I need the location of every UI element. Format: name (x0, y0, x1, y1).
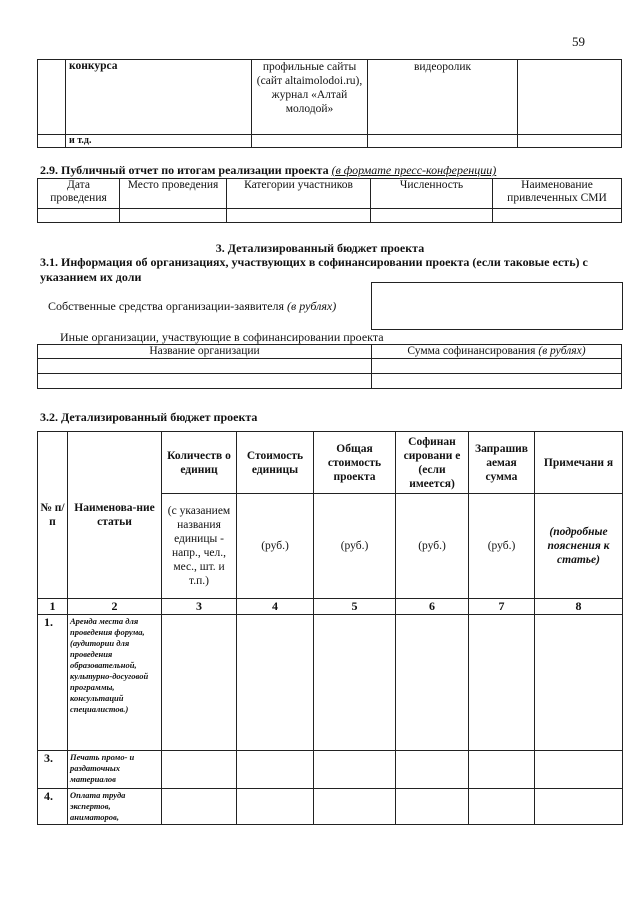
page-number: 59 (572, 34, 585, 49)
column-header-num: № п/п (38, 432, 68, 599)
budget-table (37, 431, 623, 825)
table-header-row (38, 432, 623, 494)
table-row (38, 751, 623, 789)
table-cell (162, 789, 237, 825)
table-cell (227, 209, 371, 223)
subheader-cofin: (руб.) (396, 494, 469, 599)
column-header: Наименование привлеченных СМИ (493, 179, 622, 209)
column-number: 6 (396, 599, 469, 615)
column-header-total: Общая стоимость проекта (314, 432, 396, 494)
table-cell (396, 615, 469, 751)
table-cell (368, 135, 518, 148)
subheader-notes: (подробные пояснения к статье) (535, 494, 623, 599)
subheader-total: (руб.) (314, 494, 396, 599)
table-row (38, 209, 622, 223)
column-header-item: Наименова-ние статьи (68, 432, 162, 599)
table-cell (469, 789, 535, 825)
sum-header-text: Сумма софинансирования (407, 345, 536, 357)
table-cell (518, 60, 622, 135)
column-header-cofin: Софинан сировани е (если имеется) (396, 432, 469, 494)
column-header: Численность (371, 179, 493, 209)
table-cell: профильные сайты (сайт altaimolodoi.ru), журнал «Алтай молодой» (252, 60, 368, 135)
row-item-name: Печать промо- и раздаточных материалов (68, 751, 162, 789)
column-number: 2 (68, 599, 162, 615)
section-29-title: 2.9. Публичный отчет по итогам реализации проекта (40, 163, 329, 177)
table-cell (493, 209, 622, 223)
table-header-row (38, 179, 622, 209)
column-number-row (38, 599, 623, 615)
table-cell (162, 751, 237, 789)
own-funds-text: Собственные средства организации-заявителя (48, 299, 285, 313)
subheader-requested: (руб.) (469, 494, 535, 599)
table-cell (535, 789, 623, 825)
table-cell (38, 60, 66, 135)
table-cell (396, 789, 469, 825)
row-number: 1. (38, 615, 68, 751)
table-cell: и т.д. (66, 135, 252, 148)
table-cell (38, 374, 372, 389)
sum-header-note: (в рублях) (538, 345, 586, 357)
row-number: 3. (38, 751, 68, 789)
row-number: 4. (38, 789, 68, 825)
column-header-notes: Примечани я (535, 432, 623, 494)
column-header: Место проведения (120, 179, 227, 209)
column-header: Дата проведения (38, 179, 120, 209)
column-number: 3 (162, 599, 237, 615)
table-row (38, 60, 622, 135)
column-header-unit-cost: Стоимость единицы (237, 432, 314, 494)
table-cell: конкурса (66, 60, 252, 135)
section-3-title: 3. Детализированный бюджет проекта (215, 241, 425, 255)
table-cell (120, 209, 227, 223)
own-funds-box (371, 282, 623, 330)
section-29-heading (40, 163, 496, 178)
table-row (38, 615, 623, 751)
column-header-requested: Запрашив аемая сумма (469, 432, 535, 494)
table-cell (38, 135, 66, 148)
other-orgs-label: Иные организации, участвующие в софинансировании проекта (60, 330, 384, 344)
column-header (372, 345, 622, 359)
table-cell (372, 374, 622, 389)
table-cell (162, 615, 237, 751)
table-cell (469, 615, 535, 751)
column-number: 5 (314, 599, 396, 615)
row-item-name: Оплата труда экспертов, аниматоров, (68, 789, 162, 825)
column-number: 8 (535, 599, 623, 615)
row-item-name: Аренда места для проведения форума, (аудитории для проведения образовательной, культурно-досуговой программы, консультаций специалистов.) (68, 615, 162, 751)
table-row (38, 359, 622, 374)
table-cell (237, 615, 314, 751)
section-31-text: 3.1. Информация об организациях, участвующих в софинансировании проекта (если таковые есть) с указанием их доли (40, 255, 588, 284)
table-cell (237, 751, 314, 789)
table-row (38, 789, 623, 825)
table-cell (38, 209, 120, 223)
table-cell (372, 359, 622, 374)
table-cell (314, 615, 396, 751)
column-number: 1 (38, 599, 68, 615)
table-cell (535, 751, 623, 789)
table-cell (469, 751, 535, 789)
column-number: 7 (469, 599, 535, 615)
column-header: Категории участников (227, 179, 371, 209)
table-cell (314, 751, 396, 789)
table-cell (535, 615, 623, 751)
orgs-table (37, 344, 622, 389)
own-funds-label (48, 299, 336, 314)
section-29-note: (в формате пресс-конференции) (331, 163, 497, 177)
table-cell (371, 209, 493, 223)
top-table (37, 59, 622, 148)
table-cell (518, 135, 622, 148)
table-header-row (38, 345, 622, 359)
own-funds-note: (в рублях) (287, 299, 337, 313)
table-cell (38, 359, 372, 374)
table-cell (314, 789, 396, 825)
column-header: Название организации (38, 345, 372, 359)
section-32-title: 3.2. Детализированный бюджет проекта (40, 410, 258, 424)
table-cell (396, 751, 469, 789)
table-row (38, 135, 622, 148)
table-cell (237, 789, 314, 825)
subheader-quantity: (с указанием названия единицы - напр., чел., мес., шт. и т.п.) (162, 494, 237, 599)
table-cell: видеоролик (368, 60, 518, 135)
table-row (38, 374, 622, 389)
table-cell (252, 135, 368, 148)
column-header-quantity: Количеств о единиц (162, 432, 237, 494)
events-table (37, 178, 622, 223)
subheader-unit-cost: (руб.) (237, 494, 314, 599)
column-number: 4 (237, 599, 314, 615)
